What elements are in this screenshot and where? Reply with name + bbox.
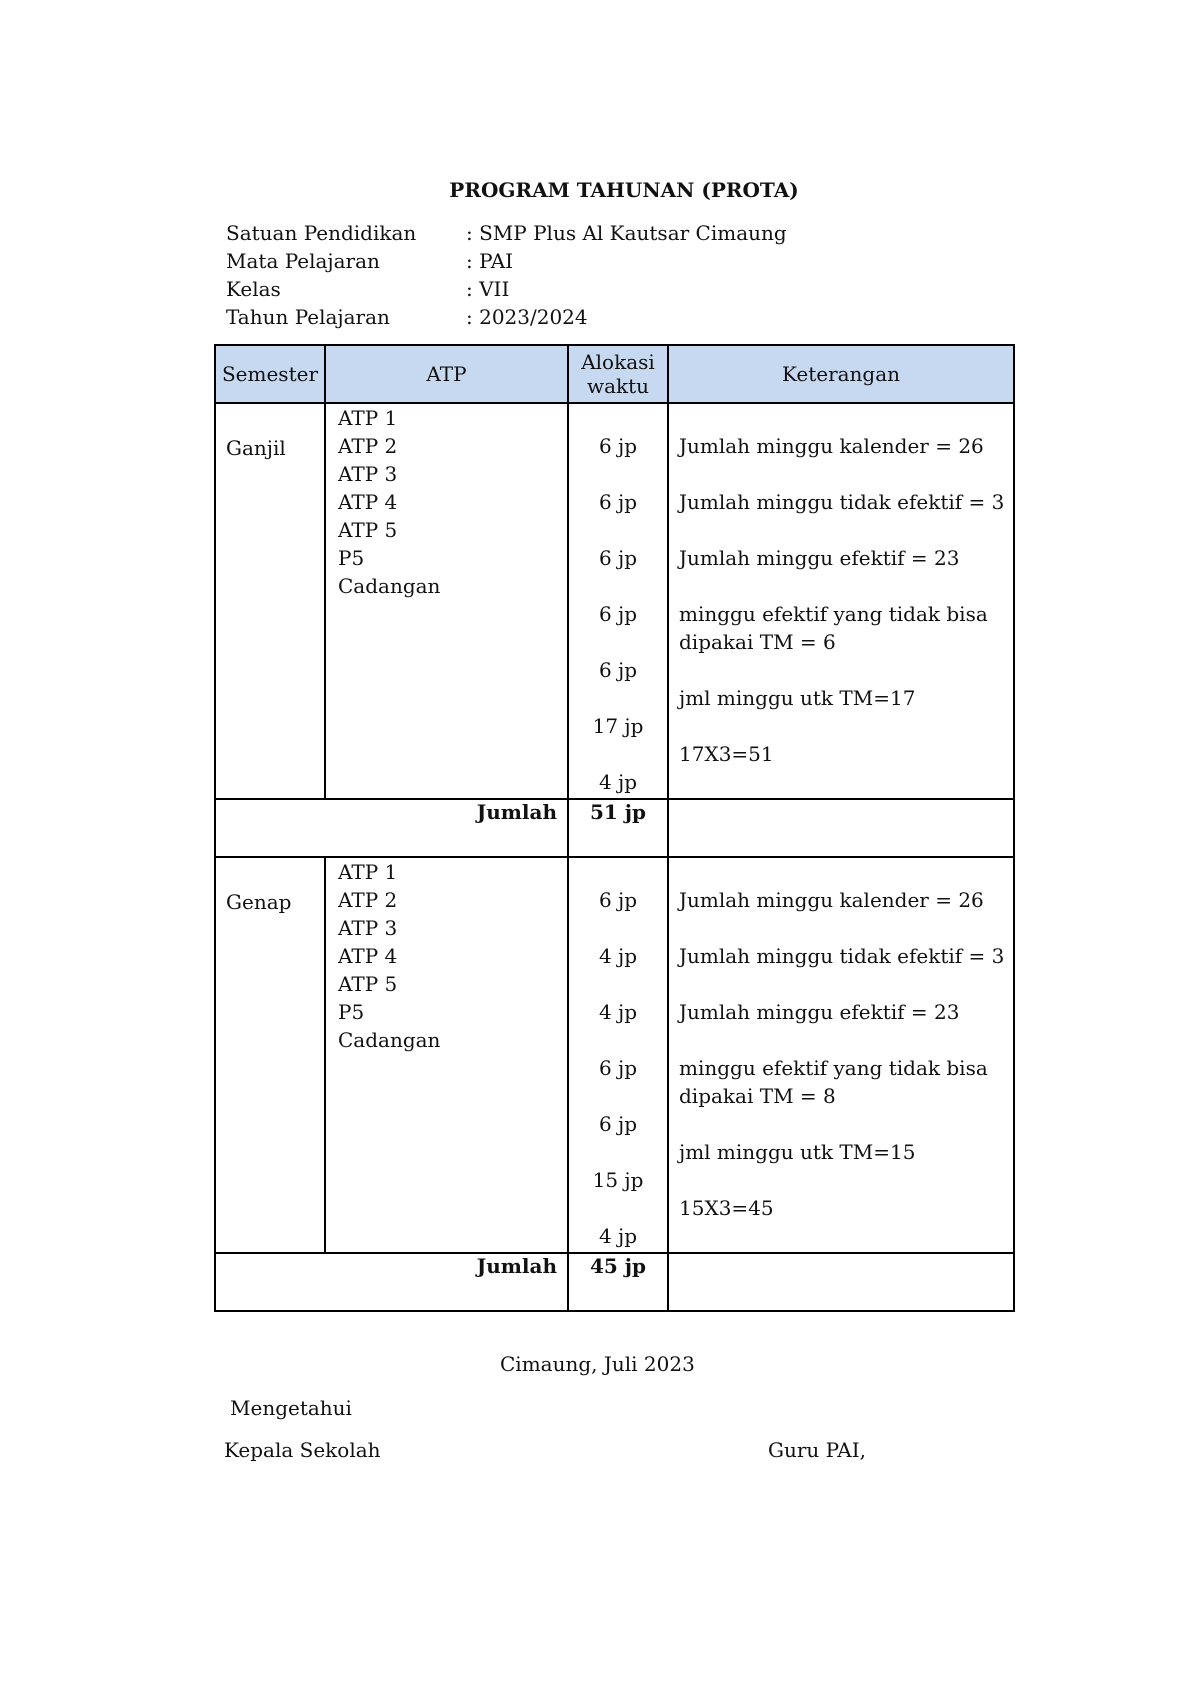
atp-item: ATP 4 — [338, 944, 398, 968]
atp-item: ATP 5 — [338, 972, 398, 996]
table-row-genap — [215, 857, 1014, 1253]
info-value: : 2023/2024 — [466, 305, 588, 329]
keterangan-item: minggu efektif yang tidak bisa dipakai TM = 8 — [679, 1056, 988, 1108]
alokasi-item: 6 jp — [598, 490, 638, 514]
header-alokasi: Alokasi waktu — [568, 345, 668, 403]
keterangan-item: jml minggu utk TM=17 — [679, 686, 916, 710]
atp-item: Cadangan — [338, 1028, 441, 1052]
info-value: : SMP Plus Al Kautsar Cimaung — [466, 221, 787, 245]
header-atp: ATP — [325, 345, 568, 403]
footer-mengetahui: Mengetahui — [230, 1396, 352, 1420]
atp-item: ATP 5 — [338, 518, 398, 542]
keterangan-item: Jumlah minggu efektif = 23 — [679, 1000, 960, 1024]
atp-cell — [325, 857, 568, 1253]
prota-table — [214, 344, 1015, 1312]
atp-item: ATP 1 — [338, 860, 398, 884]
alokasi-item: 6 jp — [598, 888, 638, 912]
alokasi-item: 6 jp — [598, 658, 638, 682]
info-row-tahun — [226, 303, 787, 331]
alokasi-item: 6 jp — [598, 602, 638, 626]
info-label: Mata Pelajaran — [226, 249, 380, 273]
keterangan-item: minggu efektif yang tidak bisa dipakai TM = 6 — [679, 602, 988, 654]
atp-item: ATP 4 — [338, 490, 398, 514]
atp-cell — [325, 403, 568, 799]
jumlah-empty-cell — [668, 1253, 1014, 1311]
keterangan-item: Jumlah minggu tidak efektif = 3 — [679, 490, 1005, 514]
info-value: : VII — [466, 277, 510, 301]
alokasi-item: 4 jp — [598, 1000, 638, 1024]
atp-item: ATP 2 — [338, 434, 398, 458]
alokasi-item: 6 jp — [598, 1056, 638, 1080]
info-label: Tahun Pelajaran — [226, 305, 390, 329]
info-label: Kelas — [226, 277, 281, 301]
jumlah-empty-cell — [668, 799, 1014, 857]
info-value: : PAI — [466, 249, 514, 273]
info-row-kelas — [226, 275, 787, 303]
header-keterangan: Keterangan — [668, 345, 1014, 403]
header-semester: Semester — [215, 345, 325, 403]
alokasi-item: 17 jp — [592, 714, 644, 738]
alokasi-item: 15 jp — [592, 1168, 644, 1192]
alokasi-item: 6 jp — [598, 434, 638, 458]
jumlah-label: Jumlah — [215, 1253, 568, 1311]
atp-item: ATP 2 — [338, 888, 398, 912]
alokasi-item: 6 jp — [598, 546, 638, 570]
footer-date: Cimaung, Juli 2023 — [500, 1352, 695, 1376]
semester-label: Genap — [226, 890, 292, 914]
keterangan-item: Jumlah minggu efektif = 23 — [679, 546, 960, 570]
table-row-ganjil — [215, 403, 1014, 799]
semester-cell — [215, 857, 325, 1253]
keterangan-item: Jumlah minggu tidak efektif = 3 — [679, 944, 1005, 968]
keterangan-item: 15X3=45 — [679, 1196, 774, 1220]
atp-item: ATP 3 — [338, 462, 398, 486]
alokasi-item: 4 jp — [598, 770, 638, 794]
keterangan-item: 17X3=51 — [679, 742, 774, 766]
atp-item: ATP 1 — [338, 406, 398, 430]
document-title: PROGRAM TAHUNAN (PROTA) — [449, 178, 799, 202]
alokasi-item: 6 jp — [598, 1112, 638, 1136]
info-row-satuan — [226, 219, 787, 247]
info-label: Satuan Pendidikan — [226, 221, 417, 245]
keterangan-item: jml minggu utk TM=15 — [679, 1140, 916, 1164]
alokasi-cell — [568, 857, 668, 1253]
footer-guru: Guru PAI, — [768, 1438, 866, 1462]
info-block — [226, 219, 787, 331]
jumlah-row-ganjil — [215, 799, 1014, 857]
atp-item: ATP 3 — [338, 916, 398, 940]
atp-item: P5 — [338, 1000, 365, 1024]
footer-kepala-sekolah: Kepala Sekolah — [224, 1438, 381, 1462]
atp-item: Cadangan — [338, 574, 441, 598]
alokasi-item: 4 jp — [598, 1224, 638, 1248]
info-row-mapel — [226, 247, 787, 275]
table-header-row — [215, 345, 1014, 403]
jumlah-value: 45 jp — [568, 1253, 668, 1311]
keterangan-item: Jumlah minggu kalender = 26 — [679, 888, 984, 912]
keterangan-cell — [668, 857, 1014, 1253]
alokasi-item: 4 jp — [598, 944, 638, 968]
semester-label: Ganjil — [226, 436, 286, 460]
jumlah-value: 51 jp — [568, 799, 668, 857]
keterangan-cell — [668, 403, 1014, 799]
jumlah-label: Jumlah — [215, 799, 568, 857]
atp-item: P5 — [338, 546, 365, 570]
jumlah-row-genap — [215, 1253, 1014, 1311]
keterangan-item: Jumlah minggu kalender = 26 — [679, 434, 984, 458]
alokasi-cell — [568, 403, 668, 799]
semester-cell — [215, 403, 325, 799]
